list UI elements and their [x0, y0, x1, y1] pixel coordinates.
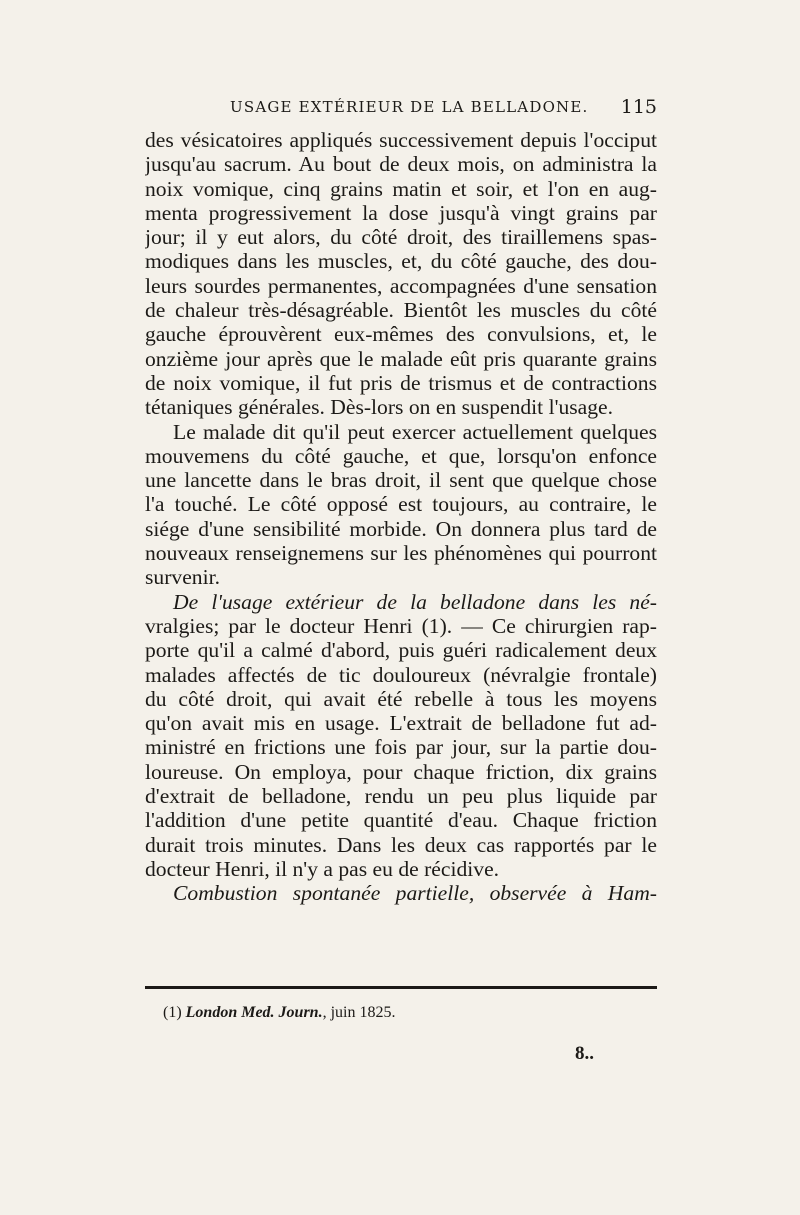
text-line: mouvemens du côté gauche, et que, lorsqu'on enfonce	[145, 443, 657, 468]
text-line: porte qu'il a calmé d'abord, puis guéri radicalement deux	[145, 638, 657, 663]
text-line: modiques dans les muscles, et, du côté gauche, des dou-	[145, 249, 657, 274]
text-line: qu'on avait mis en usage. L'extrait de belladone fut ad-	[145, 711, 657, 736]
text-line: Le malade dit qu'il peut exercer actuellement quelques	[173, 419, 657, 444]
text-line: docteur Henri, il n'y a pas eu de récidive.	[145, 856, 500, 881]
running-title: USAGE EXTÉRIEUR DE LA BELLADONE.	[230, 98, 589, 116]
footnote-source: London Med. Journ.	[185, 1004, 323, 1021]
text-line: onzième jour après que le malade eût pris quarante grains	[145, 346, 657, 371]
text-line: des vésicatoires appliqués successivement depuis l'occiput	[145, 128, 657, 152]
text-line: leurs sourdes permanentes, accompagnées d'une sensation	[145, 273, 657, 298]
text-line: une lancette dans le bras droit, il sent que quelque chose	[145, 468, 657, 493]
footnote-mark: (1)	[163, 1004, 182, 1021]
text-line: vralgies; par le docteur Henri (1). — Ce chirurgien rap-	[145, 613, 657, 638]
footnote	[163, 1004, 395, 1022]
body-text	[145, 128, 657, 906]
text-line: menta progressivement la dose jusqu'à vingt grains par	[145, 200, 657, 225]
text-line: ministré en frictions une fois par jour, sur la partie dou-	[145, 735, 657, 760]
text-line: tétaniques générales. Dès-lors on en suspendit l'usage.	[145, 395, 614, 420]
text-line: siége d'une sensibilité morbide. On donnera plus tard de	[145, 516, 657, 541]
page-number: 115	[620, 96, 657, 118]
footnote-date: , juin 1825.	[322, 1004, 396, 1021]
text-line: jusqu'au sacrum. Au bout de deux mois, on administra la	[145, 152, 657, 177]
text-line: survenir.	[145, 565, 220, 590]
text-line: loureuse. On employa, pour chaque friction, dix grains	[145, 759, 657, 784]
text-line: nouveaux renseignemens sur les phénomènes qui pourront	[145, 541, 657, 566]
text-line: malades affectés de tic douloureux (névralgie frontale)	[145, 662, 657, 687]
text-line: du côté droit, qui avait été rebelle à tous les moyens	[145, 686, 657, 711]
text-line: l'a touché. Le côté opposé est toujours, au contraire, le	[145, 492, 657, 517]
text-line: durait trois minutes. Dans les deux cas rapportés par le	[145, 832, 657, 857]
text-line: noix vomique, cinq grains matin et soir, et l'on en aug-	[145, 176, 657, 201]
text-line: jour; il y eut alors, du côté droit, des tiraillemens spas-	[145, 225, 657, 250]
text-line: de chaleur très-désagréable. Bientôt les muscles du côté	[145, 298, 657, 323]
signature-mark: 8..	[575, 1043, 594, 1064]
section-heading-line: De l'usage extérieur de la belladone dans les né-	[173, 589, 657, 614]
text-line: l'addition d'une petite quantité d'eau. Chaque friction	[145, 808, 657, 833]
text-line: de noix vomique, il fut pris de trismus et de contractions	[145, 370, 657, 395]
section-heading-line: Combustion spontanée partielle, observée à Ham-	[173, 881, 657, 906]
page-header	[175, 96, 657, 122]
footnote-rule	[145, 986, 657, 989]
text-line: gauche éprouvèrent eux-mêmes des convulsions, et, le	[145, 322, 657, 347]
text-line: d'extrait de belladone, rendu un peu plus liquide par	[145, 784, 657, 809]
